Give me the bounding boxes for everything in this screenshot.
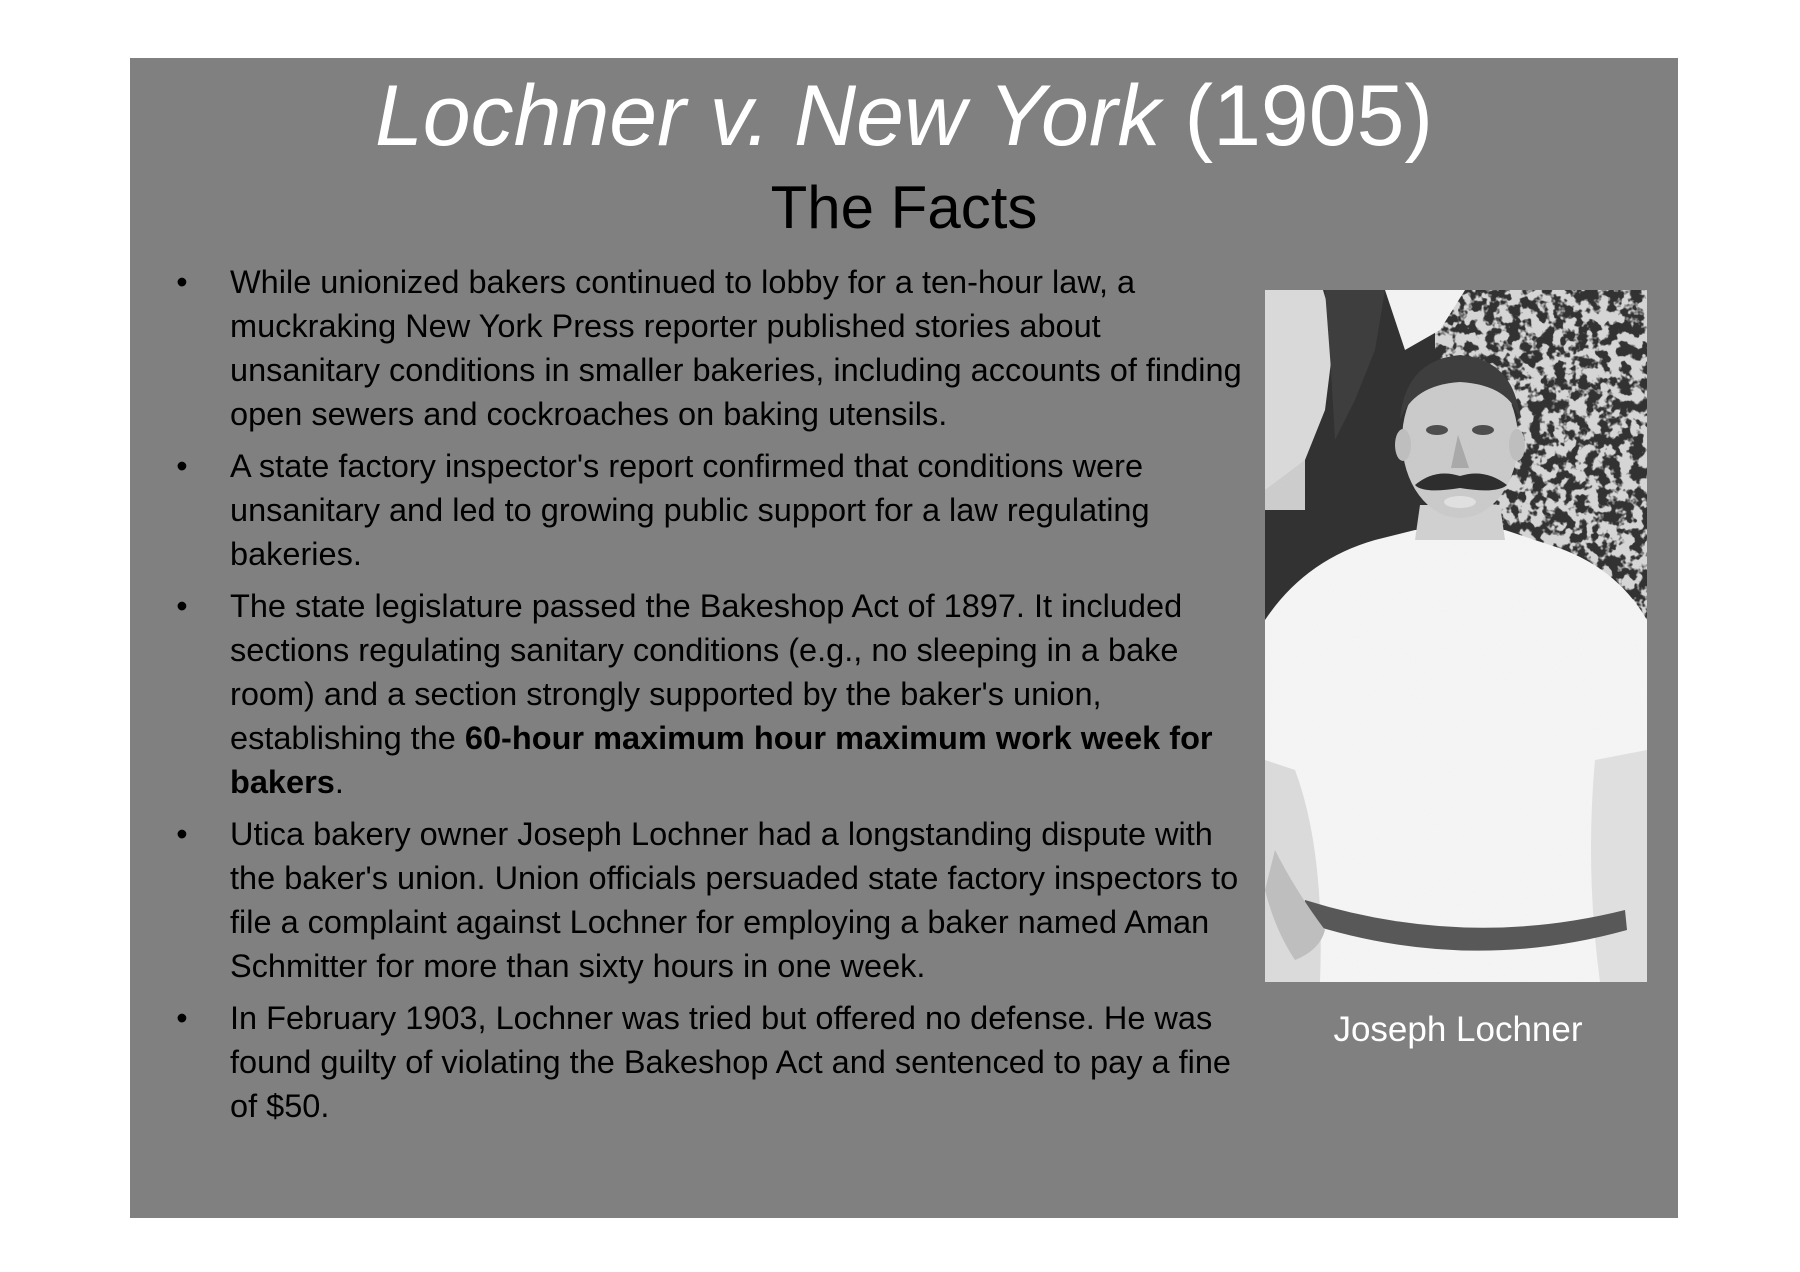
- slide-subtitle: The Facts: [770, 174, 1038, 241]
- bullet-item: [130, 584, 1250, 804]
- bullet-text: A state factory inspector's report confirmed that conditions were unsanitary and led to growing public support for a law regulating bakeries.: [230, 448, 1150, 572]
- portrait-illustration: [1265, 290, 1647, 982]
- title-case-name: Lochner v. New York: [374, 68, 1161, 164]
- portrait-photo: [1265, 290, 1647, 982]
- bullet-text-end: .: [334, 764, 344, 800]
- bullet-icon: •: [176, 448, 188, 484]
- bullet-icon: •: [176, 588, 188, 624]
- bullet-text: In February 1903, Lochner was tried but offered no defense. He was found guilty of violating the Bakeshop Act and sentenced to pay a fine of $50.: [230, 1000, 1231, 1124]
- bullet-icon: •: [176, 264, 188, 300]
- bullet-item: [130, 812, 1250, 988]
- bullet-text: While unionized bakers continued to lobby for a ten-hour law, a muckraking New York Press reporter published stories about unsanitary conditions in smaller bakeries, including accounts of finding open sewers and cockroaches on baking utensils.: [230, 264, 1242, 432]
- slide: [130, 58, 1678, 1218]
- bullet-text: Utica bakery owner Joseph Lochner had a longstanding dispute with the baker's union. Union officials persuaded state factory inspectors to file a complaint against Lochner for employing a baker named Aman Schmitter for more than sixty hours in one week.: [230, 816, 1239, 984]
- bullet-icon: •: [176, 816, 188, 852]
- photo-caption: Joseph Lochner: [1333, 1010, 1583, 1049]
- bullet-list: [130, 260, 1250, 1136]
- title-year: (1905): [1184, 68, 1434, 164]
- bullet-icon: •: [176, 1000, 188, 1036]
- bullet-item: [130, 444, 1250, 576]
- bullet-item: [130, 996, 1250, 1128]
- bullet-bold-text: 60-hour maximum hour maximum work week for bakers: [230, 720, 1213, 800]
- bullet-item: [130, 260, 1250, 436]
- slide-title: [130, 66, 1678, 166]
- bullet-text: The state legislature passed the Bakeshop Act of 1897. It included sections regulating sanitary conditions (e.g., no sleeping in a bake room) and a section strongly supported by the baker's union, establishing the: [230, 588, 1183, 756]
